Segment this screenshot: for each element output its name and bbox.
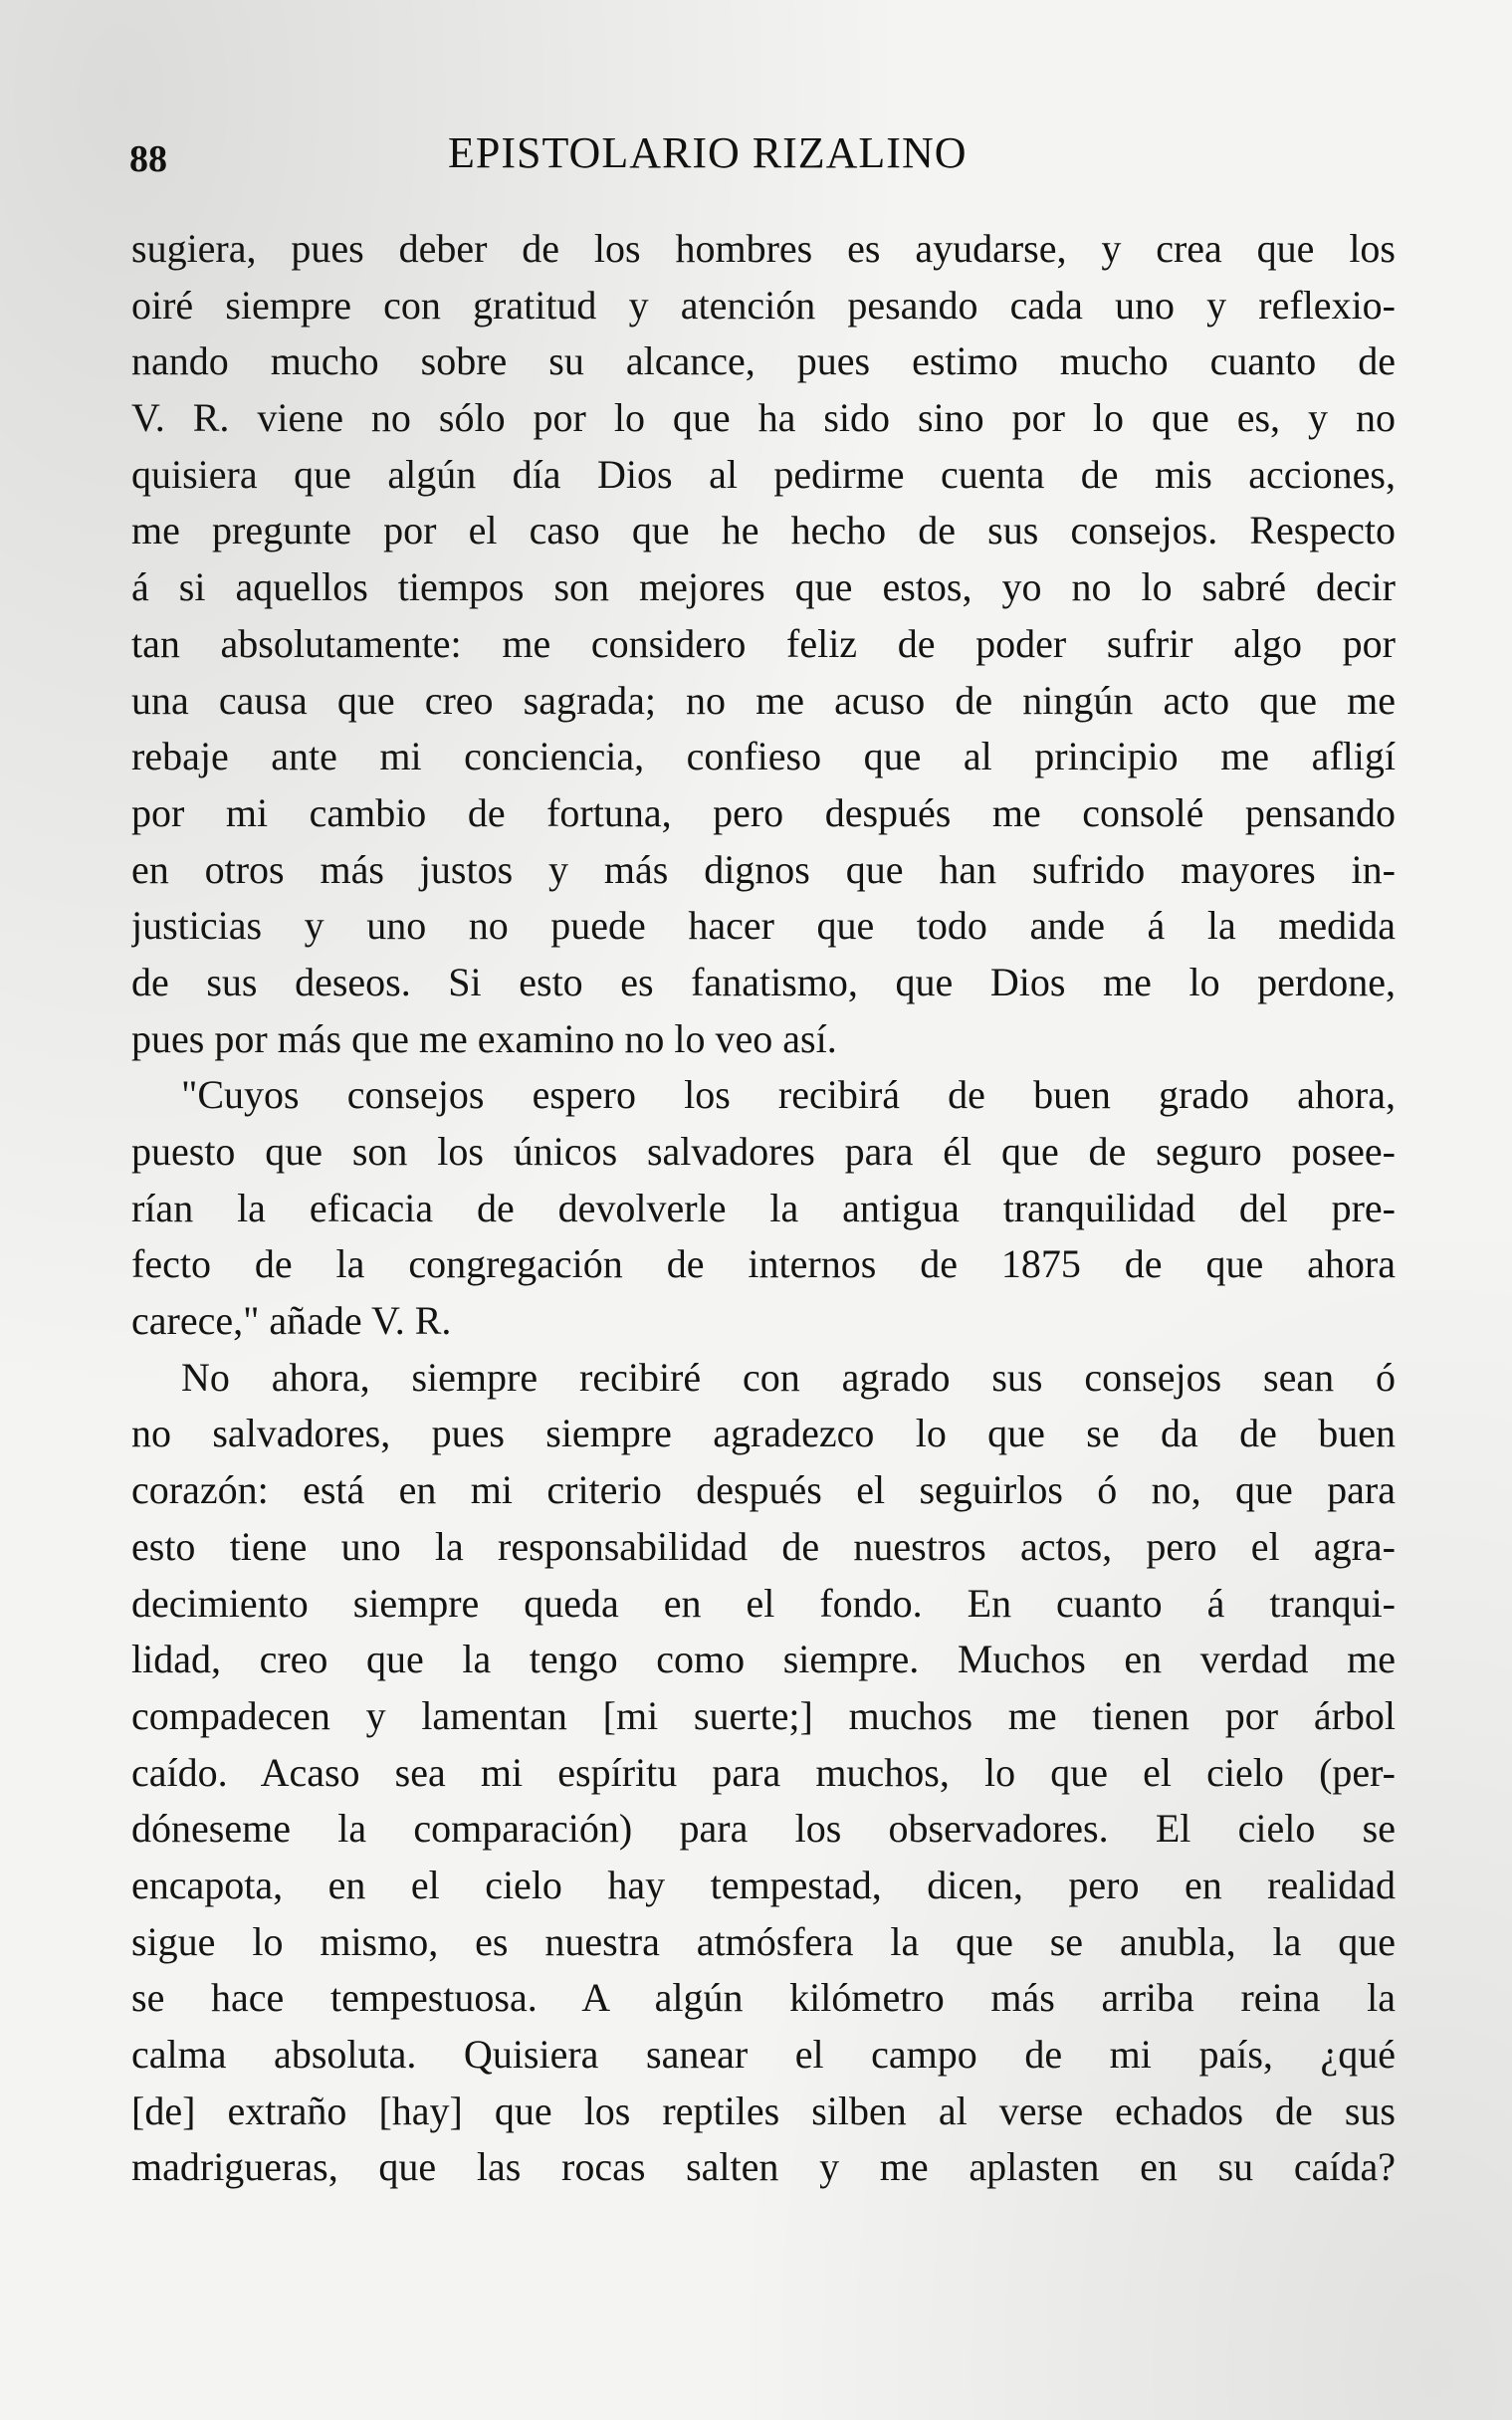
text-line: V. R. viene no sólo por lo que ha sido sino por lo que es, y no: [131, 395, 1396, 441]
text-line: fecto de la congregación de internos de 1875 de que ahora: [131, 1241, 1396, 1287]
text-line: carece," añade V. R.: [131, 1298, 452, 1344]
text-line: caído. Acaso sea mi espíritu para muchos, lo que el cielo (per-: [131, 1749, 1396, 1795]
page-number: 88: [129, 138, 167, 180]
text-line: puesto que son los únicos salvadores para él que de seguro posee-: [131, 1129, 1396, 1174]
text-line: en otros más justos y más dignos que han sufrido mayores in-: [131, 846, 1396, 892]
text-line: encapota, en el cielo hay tempestad, dicen, pero en realidad: [131, 1862, 1396, 1907]
text-line: no salvadores, pues siempre agradezco lo que se da de buen: [131, 1411, 1396, 1456]
text-line: oiré siempre con gratitud y atención pesando cada uno y reflexio-: [131, 282, 1396, 328]
text-line: decimiento siempre queda en el fondo. En cuanto á tranqui-: [131, 1580, 1396, 1626]
text-line: dóneseme la comparación) para los observadores. El cielo se: [131, 1806, 1396, 1852]
text-line: á si aquellos tiempos son mejores que estos, yo no lo sabré decir: [131, 564, 1396, 610]
text-line: sigue lo mismo, es nuestra atmósfera la que se anubla, la que: [131, 1918, 1396, 1964]
text-line: pues por más que me examino no lo veo así.: [131, 1015, 837, 1061]
text-line: me pregunte por el caso que he hecho de sus consejos. Respecto: [131, 508, 1396, 553]
text-line: quisiera que algún día Dios al pedirme cuenta de mis acciones,: [131, 451, 1396, 497]
text-line: justicias y uno no puede hacer que todo ande á la medida: [131, 903, 1396, 949]
text-line: sugiera, pues deber de los hombres es ayudarse, y crea que los: [131, 226, 1396, 271]
body-text: [131, 221, 1396, 2196]
text-line: lidad, creo que la tengo como siempre. Muchos en verdad me: [131, 1637, 1396, 1682]
page-header: [129, 127, 1404, 187]
text-line: No ahora, siempre recibiré con agrado sus consejos sean ó: [181, 1354, 1396, 1400]
text-line: tan absolutamente: me considero feliz de poder sufrir algo por: [131, 620, 1396, 666]
running-title: EPISTOLARIO RIZALINO: [448, 128, 968, 177]
text-line: de sus deseos. Si esto es fanatismo, que Dios me lo perdone,: [131, 959, 1396, 1004]
text-line: calma absoluta. Quisiera sanear el campo de mi país, ¿qué: [131, 2032, 1396, 2077]
text-line: madrigueras, que las rocas salten y me aplasten en su caída?: [131, 2144, 1396, 2190]
text-line: [de] extraño [hay] que los reptiles silben al verse echados de sus: [131, 2088, 1396, 2133]
text-line: nando mucho sobre su alcance, pues estimo mucho cuanto de: [131, 338, 1396, 384]
text-line: compadecen y lamentan [mi suerte;] muchos me tienen por árbol: [131, 1692, 1396, 1738]
text-line: "Cuyos consejos espero los recibirá de buen grado ahora,: [181, 1072, 1396, 1118]
text-line: rían la eficacia de devolverle la antigua tranquilidad del pre-: [131, 1185, 1396, 1230]
text-line: rebaje ante mi conciencia, confieso que al principio me afligí: [131, 734, 1396, 779]
text-line: esto tiene uno la responsabilidad de nuestros actos, pero el agra-: [131, 1523, 1396, 1569]
text-line: corazón: está en mi criterio después el seguirlos ó no, que para: [131, 1467, 1396, 1513]
text-line: una causa que creo sagrada; no me acuso de ningún acto que me: [131, 677, 1396, 723]
text-line: se hace tempestuosa. A algún kilómetro más arriba reina la: [131, 1975, 1396, 2021]
text-line: por mi cambio de fortuna, pero después me consolé pensando: [131, 789, 1396, 835]
